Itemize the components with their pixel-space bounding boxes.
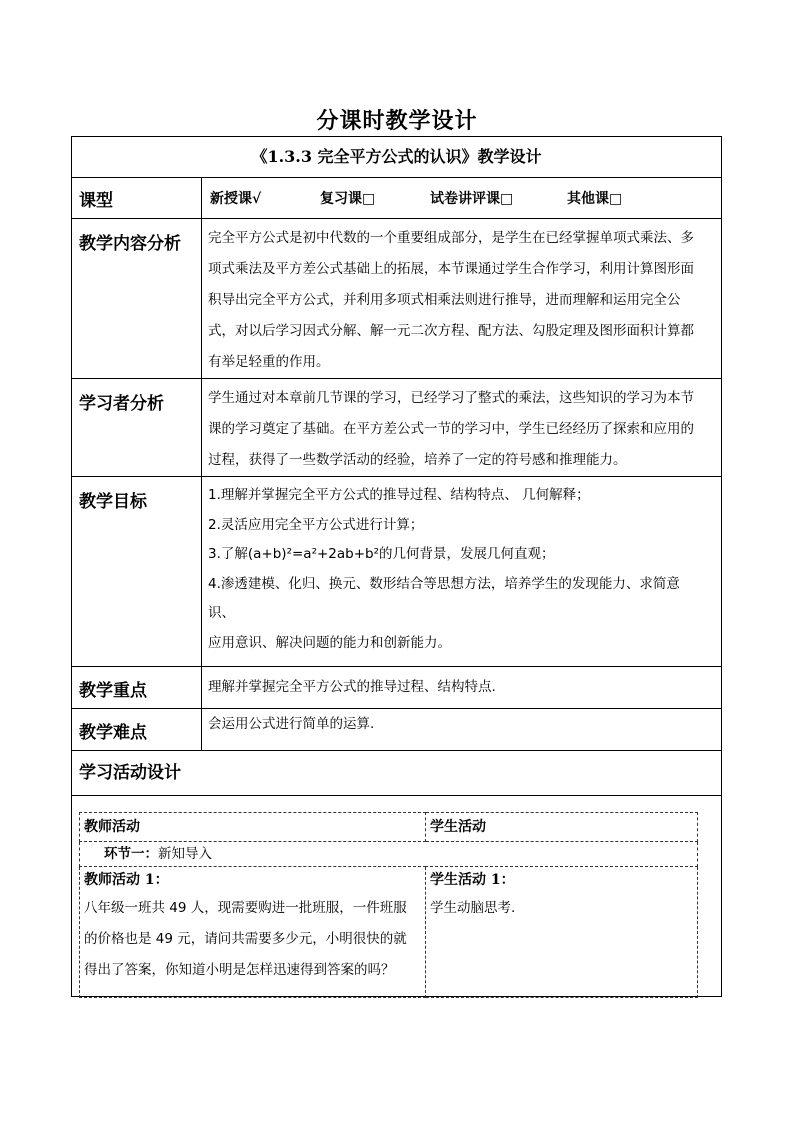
objective-line: 4.渗透建模、化归、换元、数形结合等思想方法，培养学生的发现能力、求简意 (208, 575, 680, 592)
content-line: 积导出完全平方公式，并利用多项式相乘法则进行推导，进而理解和运用完全公 (208, 292, 681, 308)
student-activity-1 (426, 867, 698, 998)
objective-line: 应用意识、解决问题的能力和创新能力。 (208, 634, 451, 651)
activities-table (79, 812, 698, 998)
student-activity-1-title: 学生活动 1： (430, 872, 515, 888)
key-points-label: 教学重点 (72, 667, 202, 709)
content-line: 式，对以后学习因式分解、解一元二次方程、配方法、勾股定理及图形面积计算都 (208, 323, 694, 339)
teacher-activity-header: 教师活动 (80, 813, 426, 842)
stage-one-text: 新知导入 (158, 846, 212, 862)
content-line: 项式乘法及平方差公式基础上的拓展，本节课通过学生合作学习，利用计算图形面 (208, 261, 694, 277)
lesson-type-options (202, 178, 722, 219)
option-other-lesson: 其他课□ (567, 191, 623, 207)
lesson-type-label: 课型 (72, 178, 202, 219)
objectives-text (202, 477, 722, 667)
difficulties-text: 会运用公式进行简单的运算. (202, 709, 722, 751)
content-line: 完全平方公式是初中代数的一个重要组成部分，是学生在已经掌握单项式乘法、多 (208, 230, 694, 246)
option-review-lesson: 复习课□ (320, 191, 376, 207)
learner-analysis-label: 学习者分析 (72, 379, 202, 477)
option-exam-review-lesson: 试卷讲评课□ (430, 191, 514, 207)
content-line: 有举足轻重的作用。 (208, 354, 330, 370)
content-analysis-label: 教学内容分析 (72, 219, 202, 379)
activities-label: 学习活动设计 (79, 763, 181, 783)
objective-line: 2.灵活应用完全平方公式进行计算； (208, 516, 424, 533)
content-line: 学生通过对本章前几节课的学习，已经学习了整式的乘法，这些知识的学习为本节 (208, 390, 694, 406)
activities-divider (72, 795, 721, 796)
objective-line: 1.理解并掌握完全平方公式的推导过程、结构特点、 几何解释； (208, 487, 590, 503)
student-activity-header: 学生活动 (426, 813, 698, 842)
option-new-lesson: 新授课√ (210, 191, 262, 207)
objective-line: 3.了解(a+b)²=a²+2ab+b²的几何背景，发展几何直观； (208, 546, 555, 562)
student-activity-text: 学生动脑思考. (430, 900, 516, 916)
teacher-activity-line: 八年级一班共 49 人，现需要购进一批班服，一件班服 (84, 900, 407, 916)
stage-one-label: 环节一： (104, 846, 158, 862)
lesson-title: 《1.3.3 完全平方公式的认识》教学设计 (72, 137, 722, 178)
teacher-activity-line: 的价格也是 49 元，请问共需要多少元，小明很快的就 (84, 931, 407, 947)
teacher-activity-1 (80, 867, 426, 998)
key-points-text: 理解并掌握完全平方公式的推导过程、结构特点. (202, 667, 722, 709)
page-title: 分课时教学设计 (316, 108, 478, 134)
content-line: 过程，获得了一些数学活动的经验，培养了一定的符号感和推理能力。 (208, 452, 627, 468)
teacher-activity-line: 得出了答案，你知道小明是怎样迅速得到答案的吗？ (84, 962, 395, 978)
learner-analysis-text (202, 379, 722, 477)
teacher-activity-1-title: 教师活动 1： (84, 872, 169, 888)
difficulties-label: 教学难点 (72, 709, 202, 751)
objectives-label: 教学目标 (72, 477, 202, 667)
content-line: 课的学习奠定了基础。在平方差公式一节的学习中，学生已经经历了探索和应用的 (208, 421, 694, 437)
objective-line: 识、 (208, 605, 235, 621)
stage-one-row (80, 842, 698, 867)
content-analysis-text (202, 219, 722, 379)
